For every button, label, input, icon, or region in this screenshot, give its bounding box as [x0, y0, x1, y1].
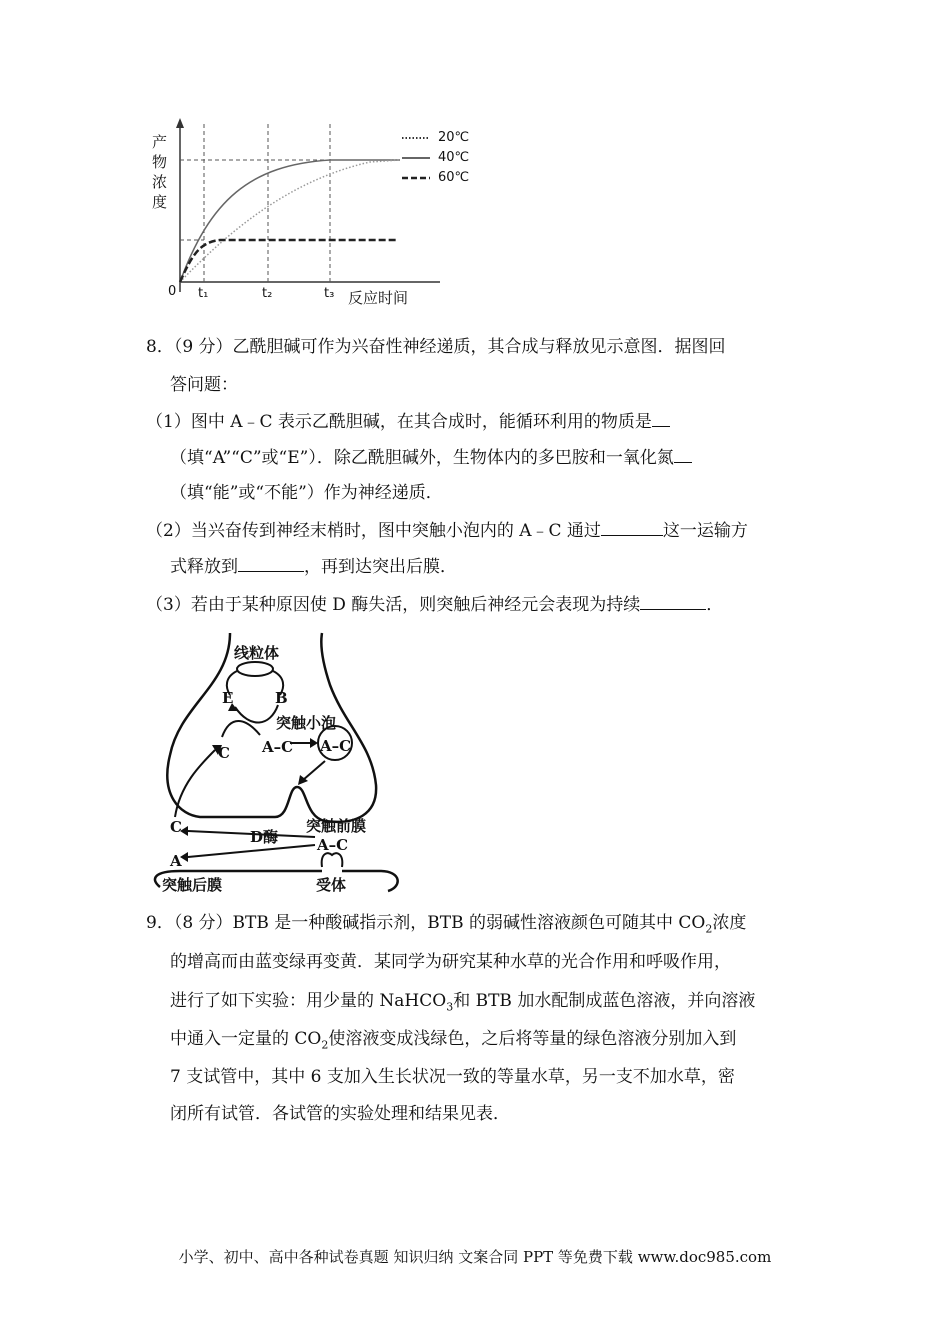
q9-text: 使溶液变成浅绿色，之后将等量的绿色溶液分别加入到	[328, 1029, 737, 1049]
x-axis-label: 反应时间	[348, 289, 409, 307]
arrow-head	[310, 738, 318, 748]
vesicle-to-membrane-arrow	[303, 761, 325, 780]
q9-line2: 的增高而由蓝变绿再变黄．某同学为研究某种水草的光合作用和呼吸作用，	[170, 952, 731, 972]
q8-part1-line1	[146, 410, 670, 433]
q9-line5: 7 支试管中，其中 6 支加入生长状况一致的等量水草，另一支不加水草，密	[170, 1067, 735, 1087]
q9-line3	[170, 990, 755, 1018]
q8-part1-line3: （填“能”或“不能”）作为神经递质．	[170, 483, 443, 503]
q8-part2-text: ，再到达突出后膜．	[304, 557, 457, 577]
subscript: 3	[446, 1000, 454, 1014]
legend-40c: 40℃	[438, 150, 470, 165]
subscript: 2	[705, 922, 713, 936]
y-axis-label-char: 产	[152, 133, 168, 151]
y-axis-label-char: 浓	[152, 173, 168, 191]
blank	[601, 519, 663, 536]
label-mitochondrion: 线粒体	[234, 644, 280, 662]
q9-line4	[170, 1028, 736, 1056]
page-footer: 小学、初中、高中各种试卷真题 知识归纳 文案合同 PPT 等免费下载 www.doc985.com	[178, 1248, 772, 1266]
label-presynaptic-membrane: 突触前膜	[306, 817, 367, 835]
label-synaptic-vesicle: 突触小泡	[276, 714, 337, 732]
blank	[652, 410, 670, 427]
c-to-ac-arrow	[222, 721, 260, 737]
label-b: B	[275, 689, 288, 707]
blank	[238, 555, 304, 572]
label-ac-left: A–C	[262, 738, 294, 756]
label-ac-cleft: A–C	[317, 836, 349, 854]
q8-part3-text: ．	[706, 595, 724, 615]
q8-part2-line1	[146, 519, 748, 542]
blank	[640, 593, 706, 610]
curve-20c	[180, 160, 400, 282]
label-d-enzyme: D酶	[250, 828, 279, 846]
blank	[674, 446, 692, 463]
q9-text: 9．（8 分）BTB 是一种酸碱指示剂，BTB 的弱碱性溶液颜色可随其中 CO	[146, 913, 706, 933]
y-axis-arrow	[176, 118, 184, 128]
q8-part2-text: 式释放到	[170, 557, 238, 577]
q8-head-cont: 答问题：	[170, 375, 238, 395]
subscript: 2	[321, 1038, 329, 1052]
label-c-lower: C	[170, 818, 182, 836]
q8-part1-line2	[170, 446, 692, 469]
q8-part1-text: （填“A”“C”或“E”）．除乙酰胆碱外，生物体内的多巴胺和一氧化氮	[170, 448, 674, 468]
q8-part2-text: （2）当兴奋传到神经末梢时，图中突触小泡内的 A﹣C 通过	[146, 521, 601, 541]
q9-line6: 闭所有试管．各试管的实验处理和结果见表．	[170, 1104, 510, 1124]
q8-part3	[146, 593, 723, 616]
q8-part2-text: 这一运输方	[662, 521, 748, 541]
q8-head: 8．（9 分）乙酰胆碱可作为兴奋性神经递质，其合成与释放见示意图．据图回	[146, 337, 726, 357]
q9-text: 进行了如下实验：用少量的 NaHCO	[170, 991, 447, 1011]
label-a: A	[170, 852, 182, 870]
q8-part1-text: （1）图中 A﹣C 表示乙酰胆碱，在其合成时，能循环利用的物质是	[146, 412, 652, 432]
q8-part2-line2	[170, 555, 457, 578]
legend-60c: 60℃	[438, 170, 470, 185]
label-postsynaptic-membrane: 突触后膜	[162, 876, 223, 894]
q9-text: 中通入一定量的 CO	[170, 1029, 322, 1049]
label-e: E	[222, 689, 234, 707]
tick-t2: t₂	[262, 286, 273, 301]
receptor-shape	[322, 853, 343, 867]
label-c-upper: C	[218, 744, 230, 762]
label-receptor: 受体	[316, 876, 347, 894]
reaction-curve-chart	[140, 110, 480, 310]
curve-60c	[180, 240, 398, 282]
y-axis-label-char: 物	[152, 153, 168, 171]
mitochondrion-shape	[237, 662, 273, 676]
tick-t1: t₁	[198, 286, 209, 301]
legend-20c: 20℃	[438, 130, 470, 145]
q9-line1	[146, 912, 746, 940]
cycle-arc-bottom	[235, 705, 278, 723]
label-ac-vesicle: A–C	[320, 737, 352, 755]
c-reuptake-arrow	[175, 750, 215, 817]
tick-t3: t₃	[324, 286, 335, 301]
q9-text: 浓度	[712, 913, 747, 933]
y-axis-label-char: 度	[152, 193, 168, 211]
q8-part3-text: （3）若由于某种原因使 D 酶失活，则突触后神经元会表现为持续	[146, 595, 641, 615]
curve-40c	[180, 160, 400, 282]
q9-text: 和 BTB 加水配制成蓝色溶液，并向溶液	[453, 991, 756, 1011]
origin-label: 0	[168, 284, 177, 299]
